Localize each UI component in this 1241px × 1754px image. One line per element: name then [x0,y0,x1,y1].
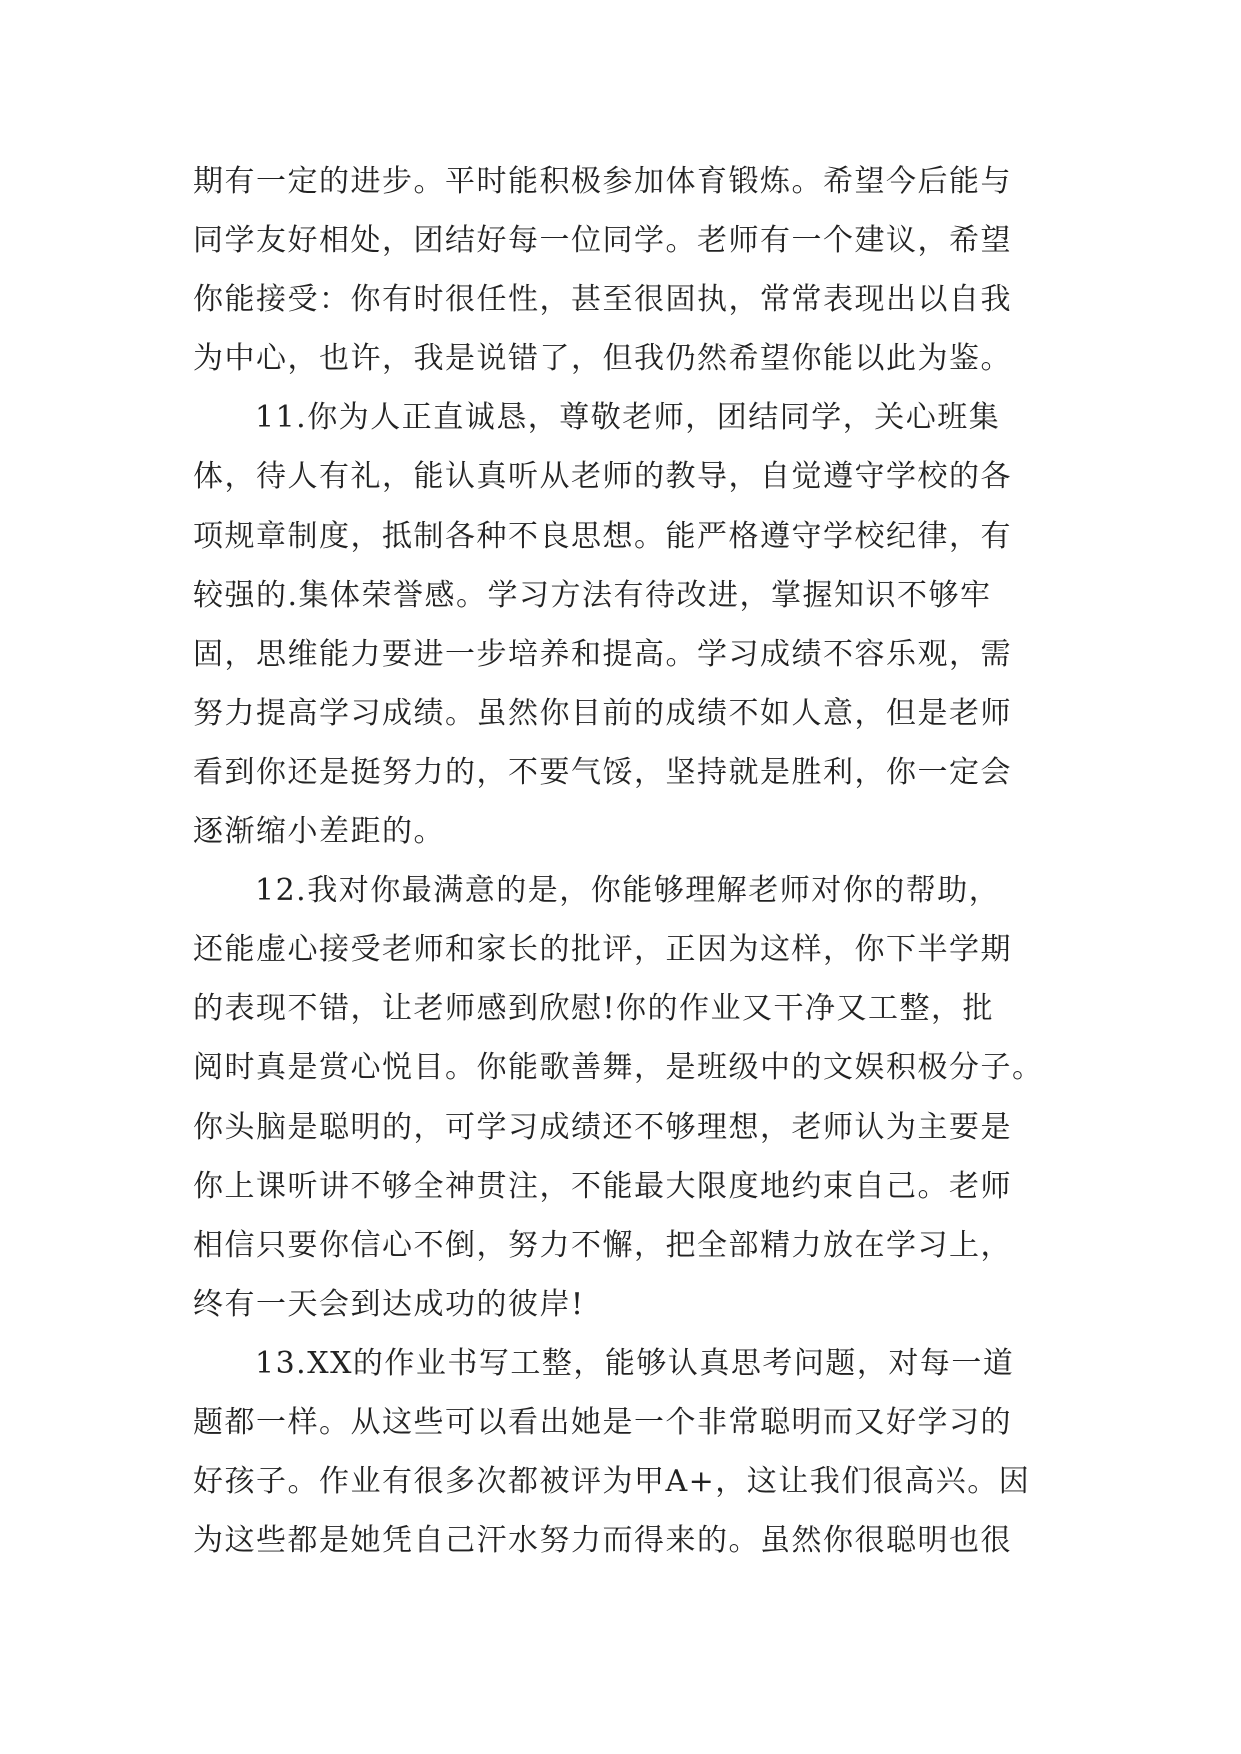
text-line: 终有一天会到达成功的彼岸! [193,1286,585,1322]
text-line: 期有一定的进步。平时能积极参加体育锻炼。希望今后能与 [193,164,1012,199]
text-line: 好孩子。作业有很多次都被评为甲A+，这让我们很高兴。因 [193,1464,1031,1500]
text-line: 为中心，也许，我是说错了，但我仍然希望你能以此为鉴。 [193,341,1012,377]
paragraph-11-start: 11.你为人正直诚恳，尊敬老师，团结同学，关心班集 [255,400,1001,436]
document-body [193,152,1053,1570]
text-line: 的表现不错，让老师感到欣慰!你的作业又干净又工整，批 [193,991,995,1027]
text-line: 题都一样。从这些可以看出她是一个非常聪明而又好学习的 [193,1404,1012,1440]
text-line: 固，思维能力要进一步培养和提高。学习成绩不容乐观，需 [193,636,1012,672]
paragraph-12-start: 12.我对你最满意的是，你能够理解老师对你的帮助， [255,873,1001,909]
paragraph-13-start: 13.XX的作业书写工整，能够认真思考问题，对每一道 [255,1345,1015,1381]
text-line: 你上课听讲不够全神贯注，不能最大限度地约束自己。老师 [193,1168,1012,1204]
text-line: 逐渐缩小差距的。 [193,814,445,850]
text-line: 还能虚心接受老师和家长的批评，正因为这样，你下半学期 [193,932,1012,968]
text-line: 体，待人有礼，能认真听从老师的教导，自觉遵守学校的各 [193,459,1012,495]
text-line: 项规章制度，抵制各种不良思想。能严格遵守学校纪律，有 [193,518,1012,554]
text-line: 同学友好相处，团结好每一位同学。老师有一个建议，希望 [193,223,1012,259]
text-line: 阅时真是赏心悦目。你能歌善舞，是班级中的文娱积极分子。 [193,1050,1044,1086]
text-line: 相信只要你信心不倒，努力不懈，把全部精力放在学习上， [193,1227,1012,1263]
text-line: 努力提高学习成绩。虽然你目前的成绩不如人意，但是老师 [193,695,1012,731]
text-line: 你能接受：你有时很任性，甚至很固执，常常表现出以自我 [193,282,1012,318]
text-line: 为这些都是她凭自己汗水努力而得来的。虽然你很聪明也很 [193,1523,1012,1559]
text-line: 较强的.集体荣誉感。学习方法有待改进，掌握知识不够牢 [193,577,992,613]
text-line: 你头脑是聪明的，可学习成绩还不够理想，老师认为主要是 [193,1109,1012,1145]
text-line: 看到你还是挺努力的，不要气馁，坚持就是胜利，你一定会 [193,754,1012,790]
